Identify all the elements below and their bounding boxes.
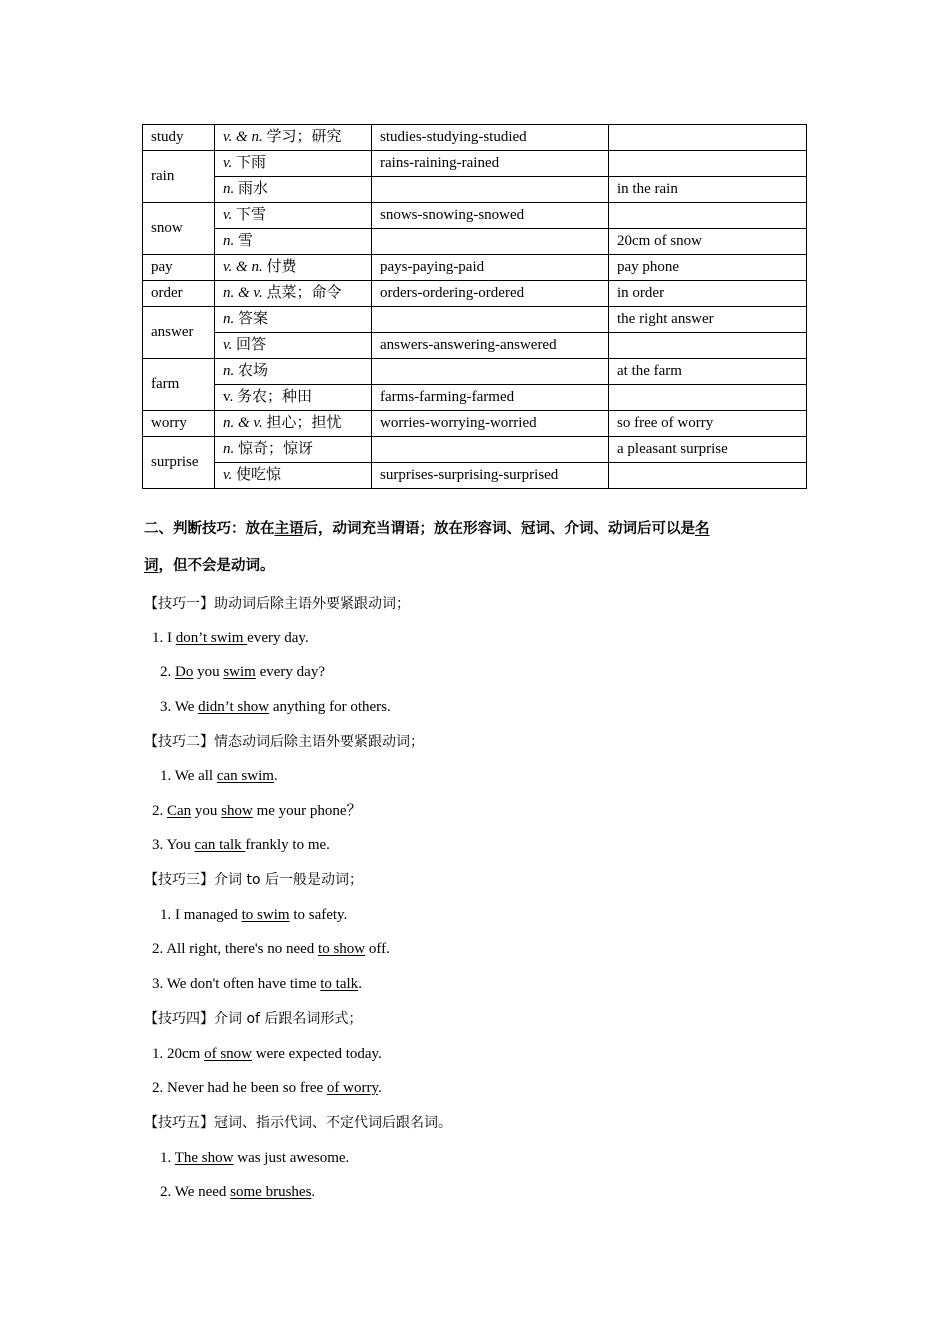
example-sentence: 3. We don't often have time to talk. (152, 976, 362, 992)
example-sentence: 2. Never had he been so free of worry. (152, 1080, 382, 1096)
phrase-cell: a pleasant surprise (609, 437, 807, 463)
example-sentence: 3. You can talk frankly to me. (152, 837, 330, 853)
table-row (143, 177, 807, 203)
word-cell: surprise (143, 437, 215, 489)
table-row (143, 437, 807, 463)
phrase-cell (609, 333, 807, 359)
table-row (143, 411, 807, 437)
example-sentence: 1. I managed to swim to safety. (160, 907, 348, 923)
meaning-cell: n. 雨水 (215, 177, 372, 203)
meaning-cell: v. 使吃惊 (215, 463, 372, 489)
forms-cell: studies-studying-studied (372, 125, 609, 151)
phrase-cell: so free of worry (609, 411, 807, 437)
meaning-cell: v. & n. 付费 (215, 255, 372, 281)
table-row (143, 359, 807, 385)
forms-cell (372, 177, 609, 203)
vocabulary-table (142, 124, 807, 489)
meaning-cell: v. 回答 (215, 333, 372, 359)
forms-cell: orders-ordering-ordered (372, 281, 609, 307)
phrase-cell: pay phone (609, 255, 807, 281)
table-row (143, 333, 807, 359)
tip-title: 【技巧一】助动词后除主语外要紧跟动词； (144, 596, 410, 612)
word-cell: snow (143, 203, 215, 255)
example-sentence: 1. We all can swim. (160, 768, 278, 784)
phrase-cell (609, 385, 807, 411)
forms-cell (372, 359, 609, 385)
forms-cell (372, 437, 609, 463)
table-row (143, 281, 807, 307)
tip-title: 【技巧三】介词 to 后一般是动词； (144, 872, 363, 888)
forms-cell: answers-answering-answered (372, 333, 609, 359)
phrase-cell (609, 125, 807, 151)
tip-title: 【技巧五】冠词、指示代词、不定代词后跟名词。 (144, 1115, 452, 1131)
forms-cell: pays-paying-paid (372, 255, 609, 281)
tip-title: 【技巧二】情态动词后除主语外要紧跟动词； (144, 734, 424, 750)
phrase-cell: at the farm (609, 359, 807, 385)
example-sentence: 2. We need some brushes. (160, 1184, 316, 1200)
table-row (143, 151, 807, 177)
example-sentence: 2. Can you show me your phone？ (152, 803, 362, 819)
forms-cell (372, 229, 609, 255)
table-row (143, 229, 807, 255)
example-sentence: 1. The show was just awesome. (160, 1150, 350, 1166)
forms-cell: snows-snowing-snowed (372, 203, 609, 229)
word-cell: order (143, 281, 215, 307)
phrase-cell: in the rain (609, 177, 807, 203)
word-cell: worry (143, 411, 215, 437)
phrase-cell: in order (609, 281, 807, 307)
meaning-cell: n. 惊奇；惊讶 (215, 437, 372, 463)
example-sentence: 2. All right, there's no need to show off. (152, 941, 390, 957)
meaning-cell: n. & v. 担心；担忧 (215, 411, 372, 437)
table-row (143, 255, 807, 281)
meaning-cell: n. 雪 (215, 229, 372, 255)
phrase-cell (609, 203, 807, 229)
table-row (143, 463, 807, 489)
meaning-cell: n. 答案 (215, 307, 372, 333)
word-cell: answer (143, 307, 215, 359)
example-sentence: 1. I don’t swim every day. (152, 630, 309, 646)
forms-cell: surprises-surprising-surprised (372, 463, 609, 489)
section-heading: 二、判断技巧：放在主语后，动词充当谓语；放在形容词、冠词、介词、动词后可以是名 词，但不会是动词。 (144, 521, 710, 574)
example-sentence: 1. 20cm of snow were expected today. (152, 1046, 382, 1062)
forms-cell: worries-worrying-worried (372, 411, 609, 437)
phrase-cell: 20cm of snow (609, 229, 807, 255)
meaning-cell: n. & v. 点菜；命令 (215, 281, 372, 307)
meaning-cell: v. 务农；种田 (215, 385, 372, 411)
forms-cell: farms-farming-farmed (372, 385, 609, 411)
tip-title: 【技巧四】介词 of 后跟名词形式； (144, 1011, 363, 1027)
phrase-cell (609, 151, 807, 177)
word-cell: study (143, 125, 215, 151)
table-row (143, 307, 807, 333)
phrase-cell: the right answer (609, 307, 807, 333)
example-sentence: 2. Do you swim every day? (160, 664, 325, 680)
table-row (143, 385, 807, 411)
table-row (143, 125, 807, 151)
word-cell: rain (143, 151, 215, 203)
example-sentence: 3. We didn’t show anything for others. (160, 699, 391, 715)
meaning-cell: v. 下雪 (215, 203, 372, 229)
forms-cell (372, 307, 609, 333)
meaning-cell: n. 农场 (215, 359, 372, 385)
table-row (143, 203, 807, 229)
phrase-cell (609, 463, 807, 489)
word-cell: pay (143, 255, 215, 281)
word-cell: farm (143, 359, 215, 411)
meaning-cell: v. 下雨 (215, 151, 372, 177)
forms-cell: rains-raining-rained (372, 151, 609, 177)
meaning-cell: v. & n. 学习；研究 (215, 125, 372, 151)
